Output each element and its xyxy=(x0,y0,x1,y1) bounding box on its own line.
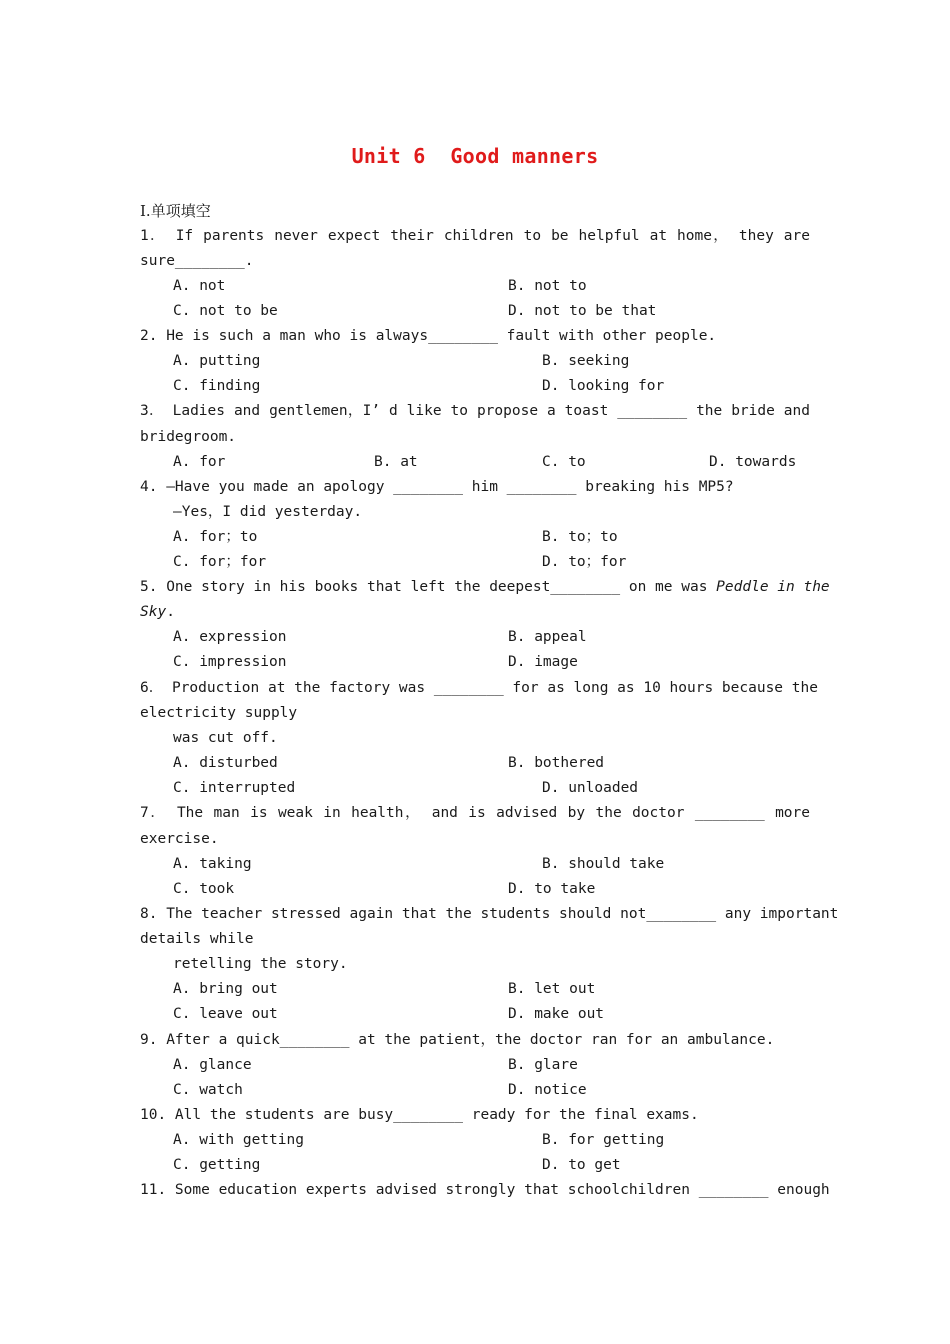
question-10-stem: 10. All the students are busy________ ready for the final exams. xyxy=(140,1107,699,1123)
title-unit: Unit 6 xyxy=(351,144,426,168)
question-6-option-b: B. bothered xyxy=(508,755,605,771)
question-10-option-b: B. for getting xyxy=(542,1132,665,1148)
question-5-stem-line-1 xyxy=(140,577,830,597)
question-9-option-c: C. watch xyxy=(173,1082,243,1098)
question-10-option-d: D. to get xyxy=(542,1157,621,1173)
question-4-stem-line-1: 4. —Have you made an apology ________ him ________ breaking his MP5? xyxy=(140,479,734,495)
question-5-stem-text: 5. One story in his books that left the deepest________ on me was xyxy=(140,579,717,595)
question-3-stem-line-1: 3． Ladies and gentlemen，I’ d like to propose a toast ________ the bride and xyxy=(140,403,810,419)
question-5-option-a: A. expression xyxy=(173,629,287,645)
question-4-option-d: D. to；for xyxy=(542,554,627,570)
question-8-option-c: C. leave out xyxy=(173,1006,278,1022)
question-10-option-c: C. getting xyxy=(173,1157,261,1173)
question-5-option-c: C. impression xyxy=(173,654,287,670)
question-5-option-d: D. image xyxy=(508,654,578,670)
question-7-option-b: B. should take xyxy=(542,856,665,872)
question-6-stem-line-2: electricity supply xyxy=(140,705,298,721)
question-4-option-c: C. for；for xyxy=(173,554,267,570)
question-2-option-b: B. seeking xyxy=(542,353,630,369)
question-5-option-b: B. appeal xyxy=(508,629,587,645)
question-1-option-c: C. not to be xyxy=(173,303,278,319)
question-6-option-a: A. disturbed xyxy=(173,755,278,771)
question-9-stem: 9. After a quick________ at the patient，the doctor ran for an ambulance. xyxy=(140,1032,775,1048)
question-4-option-b: B. to；to xyxy=(542,529,618,545)
question-8-stem-line-2: details while xyxy=(140,931,254,947)
question-8-option-d: D. make out xyxy=(508,1006,605,1022)
question-9-option-b: B. glare xyxy=(508,1057,578,1073)
question-9-option-d: D. notice xyxy=(508,1082,587,1098)
question-7-option-a: A. taking xyxy=(173,856,252,872)
question-2-stem: 2. He is such a man who is always________ fault with other people. xyxy=(140,328,717,344)
question-5-book-title-part-2: Sky xyxy=(140,604,167,620)
page-title xyxy=(0,144,950,168)
question-1-option-b: B. not to xyxy=(508,278,587,294)
question-7-stem-line-1: 7． The man is weak in health， and is advised by the doctor ________ more xyxy=(140,805,810,821)
question-1-stem-line-2: sure________. xyxy=(140,253,254,269)
question-2-option-a: A. putting xyxy=(173,353,261,369)
question-3-option-d: D. towards xyxy=(709,454,797,470)
question-11-stem-line-1: 11. Some education experts advised strongly that schoolchildren ________ enough xyxy=(140,1182,830,1198)
question-7-option-c: C. took xyxy=(173,881,235,897)
question-5-book-title-part-1: Peddle in the xyxy=(716,579,830,595)
question-3-option-b: B. at xyxy=(374,454,418,470)
question-2-option-d: D. looking for xyxy=(542,378,665,394)
question-6-stem-line-3: was cut off. xyxy=(173,730,278,746)
question-3-stem-line-2: bridegroom. xyxy=(140,429,237,445)
question-8-option-a: A. bring out xyxy=(173,981,278,997)
question-10-option-a: A. with getting xyxy=(173,1132,304,1148)
question-1-option-d: D. not to be that xyxy=(508,303,657,319)
question-8-stem-line-1: 8. The teacher stressed again that the students should not________ any important xyxy=(140,906,839,922)
question-3-option-c: C. to xyxy=(542,454,586,470)
question-4-option-a: A. for；to xyxy=(173,529,258,545)
question-4-stem-line-2: —Yes，I did yesterday. xyxy=(173,504,363,520)
title-topic: Good manners xyxy=(450,144,599,168)
section-heading: Ⅰ.单项填空 xyxy=(140,202,211,220)
question-8-stem-line-3: retelling the story. xyxy=(173,956,348,972)
question-7-option-d: D. to take xyxy=(508,881,596,897)
question-8-option-b: B. let out xyxy=(508,981,596,997)
question-1-stem-line-1: 1． If parents never expect their children to be helpful at home， they are xyxy=(140,228,810,244)
question-1-option-a: A. not xyxy=(173,278,226,294)
question-3-option-a: A. for xyxy=(173,454,226,470)
question-6-stem-line-1: 6． Production at the factory was ________ for as long as 10 hours because the xyxy=(140,680,818,696)
question-6-option-d: D. unloaded xyxy=(542,780,639,796)
question-6-option-c: C. interrupted xyxy=(173,780,296,796)
question-9-option-a: A. glance xyxy=(173,1057,252,1073)
question-7-stem-line-2: exercise. xyxy=(140,831,219,847)
question-5-stem-line-2: Sky. xyxy=(140,604,175,620)
question-2-option-c: C. finding xyxy=(173,378,261,394)
